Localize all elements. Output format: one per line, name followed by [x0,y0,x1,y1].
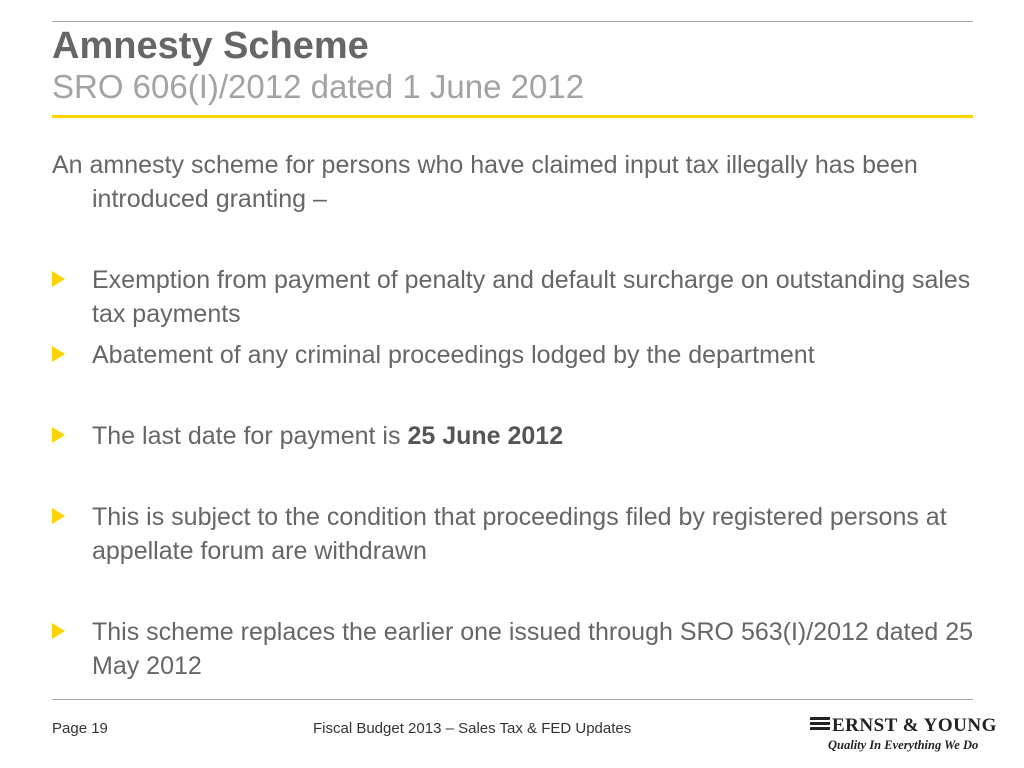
triangle-right-icon [52,271,65,287]
bullet-item [52,500,982,568]
triangle-right-icon [52,427,65,443]
bullet-item [52,615,982,683]
bullet-item [52,263,982,331]
logo-mark-icon [810,717,830,732]
page-number: Page 19 [52,720,108,737]
footer-title: Fiscal Budget 2013 – Sales Tax & FED Updates [313,720,632,737]
triangle-right-icon [52,623,65,639]
logo-tagline: Quality In Everything We Do [828,738,979,752]
triangle-right-icon [52,346,65,362]
bullet-text: This scheme replaces the earlier one issued through SRO 563(I)/2012 dated 25 May 2012 [92,618,974,680]
top-divider [52,21,973,22]
slide-title: Amnesty Scheme [52,25,369,67]
slide-body [52,148,982,683]
bullet-item [52,338,982,372]
bullet-text: The last date for payment is [92,422,408,450]
footer-divider [52,699,973,700]
deadline-date: 25 June 2012 [407,422,564,450]
intro-paragraph: An amnesty scheme for persons who have claimed input tax illegally has been introduced granting – [52,151,918,213]
bullet-text: Abatement of any criminal proceedings lodged by the department [92,341,815,369]
bullet-text: This is subject to the condition that proceedings filed by registered persons at appellate forum are withdrawn [92,503,947,565]
logo-name: ERNST & YOUNG [832,715,997,736]
triangle-right-icon [52,508,65,524]
slide-subtitle: SRO 606(I)/2012 dated 1 June 2012 [52,68,585,105]
title-underline [52,115,973,118]
ernst-young-logo [810,715,997,755]
bullet-item [52,419,982,453]
bullet-text: Exemption from payment of penalty and default surcharge on outstanding sales tax payments [92,266,971,328]
